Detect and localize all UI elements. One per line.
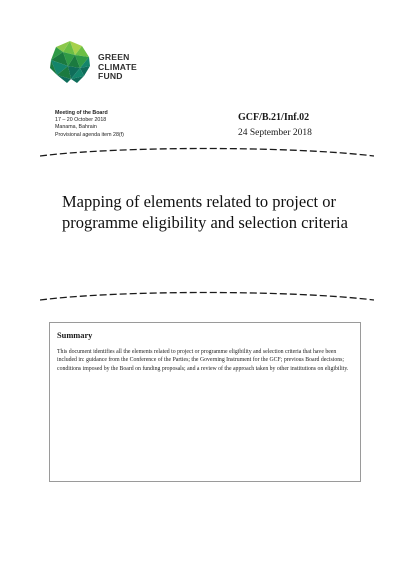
logo-line-fund: FUND <box>98 71 123 82</box>
document-reference <box>238 111 312 139</box>
gcf-globe-icon <box>49 40 91 84</box>
top-divider <box>40 146 374 160</box>
document-title: Mapping of elements related to project or programme eligibility and selection criteria <box>62 192 348 232</box>
document-date: 24 September 2018 <box>238 128 312 138</box>
gcf-logo <box>49 40 149 90</box>
meeting-info <box>55 110 124 139</box>
logo-wordmark <box>98 53 137 82</box>
document-number: GCF/B.21/Inf.02 <box>238 112 310 123</box>
meeting-location: Manama, Bahrain <box>55 124 97 131</box>
logo-line-climate: CLIMATE <box>98 61 137 72</box>
bottom-divider <box>40 290 374 304</box>
meeting-dates: 17 – 20 October 2018 <box>55 117 107 124</box>
meeting-agenda-item: Provisional agenda item 28(f) <box>55 131 124 138</box>
summary-box <box>49 322 361 482</box>
meeting-title: Meeting of the Board <box>55 110 108 116</box>
summary-text: This document identifies all the elements related to project or programme eligibility and selection criteria that have been included in: guidance from the Conference of the Parties; the Governing Instrument for the GCF; previous Board decisions; conditions imposed by the Board on funding proposals; and a review of the approach taken by other institutions on eligibility. <box>57 349 349 372</box>
summary-heading: Summary <box>57 331 93 340</box>
logo-line-green: GREEN <box>98 52 130 62</box>
